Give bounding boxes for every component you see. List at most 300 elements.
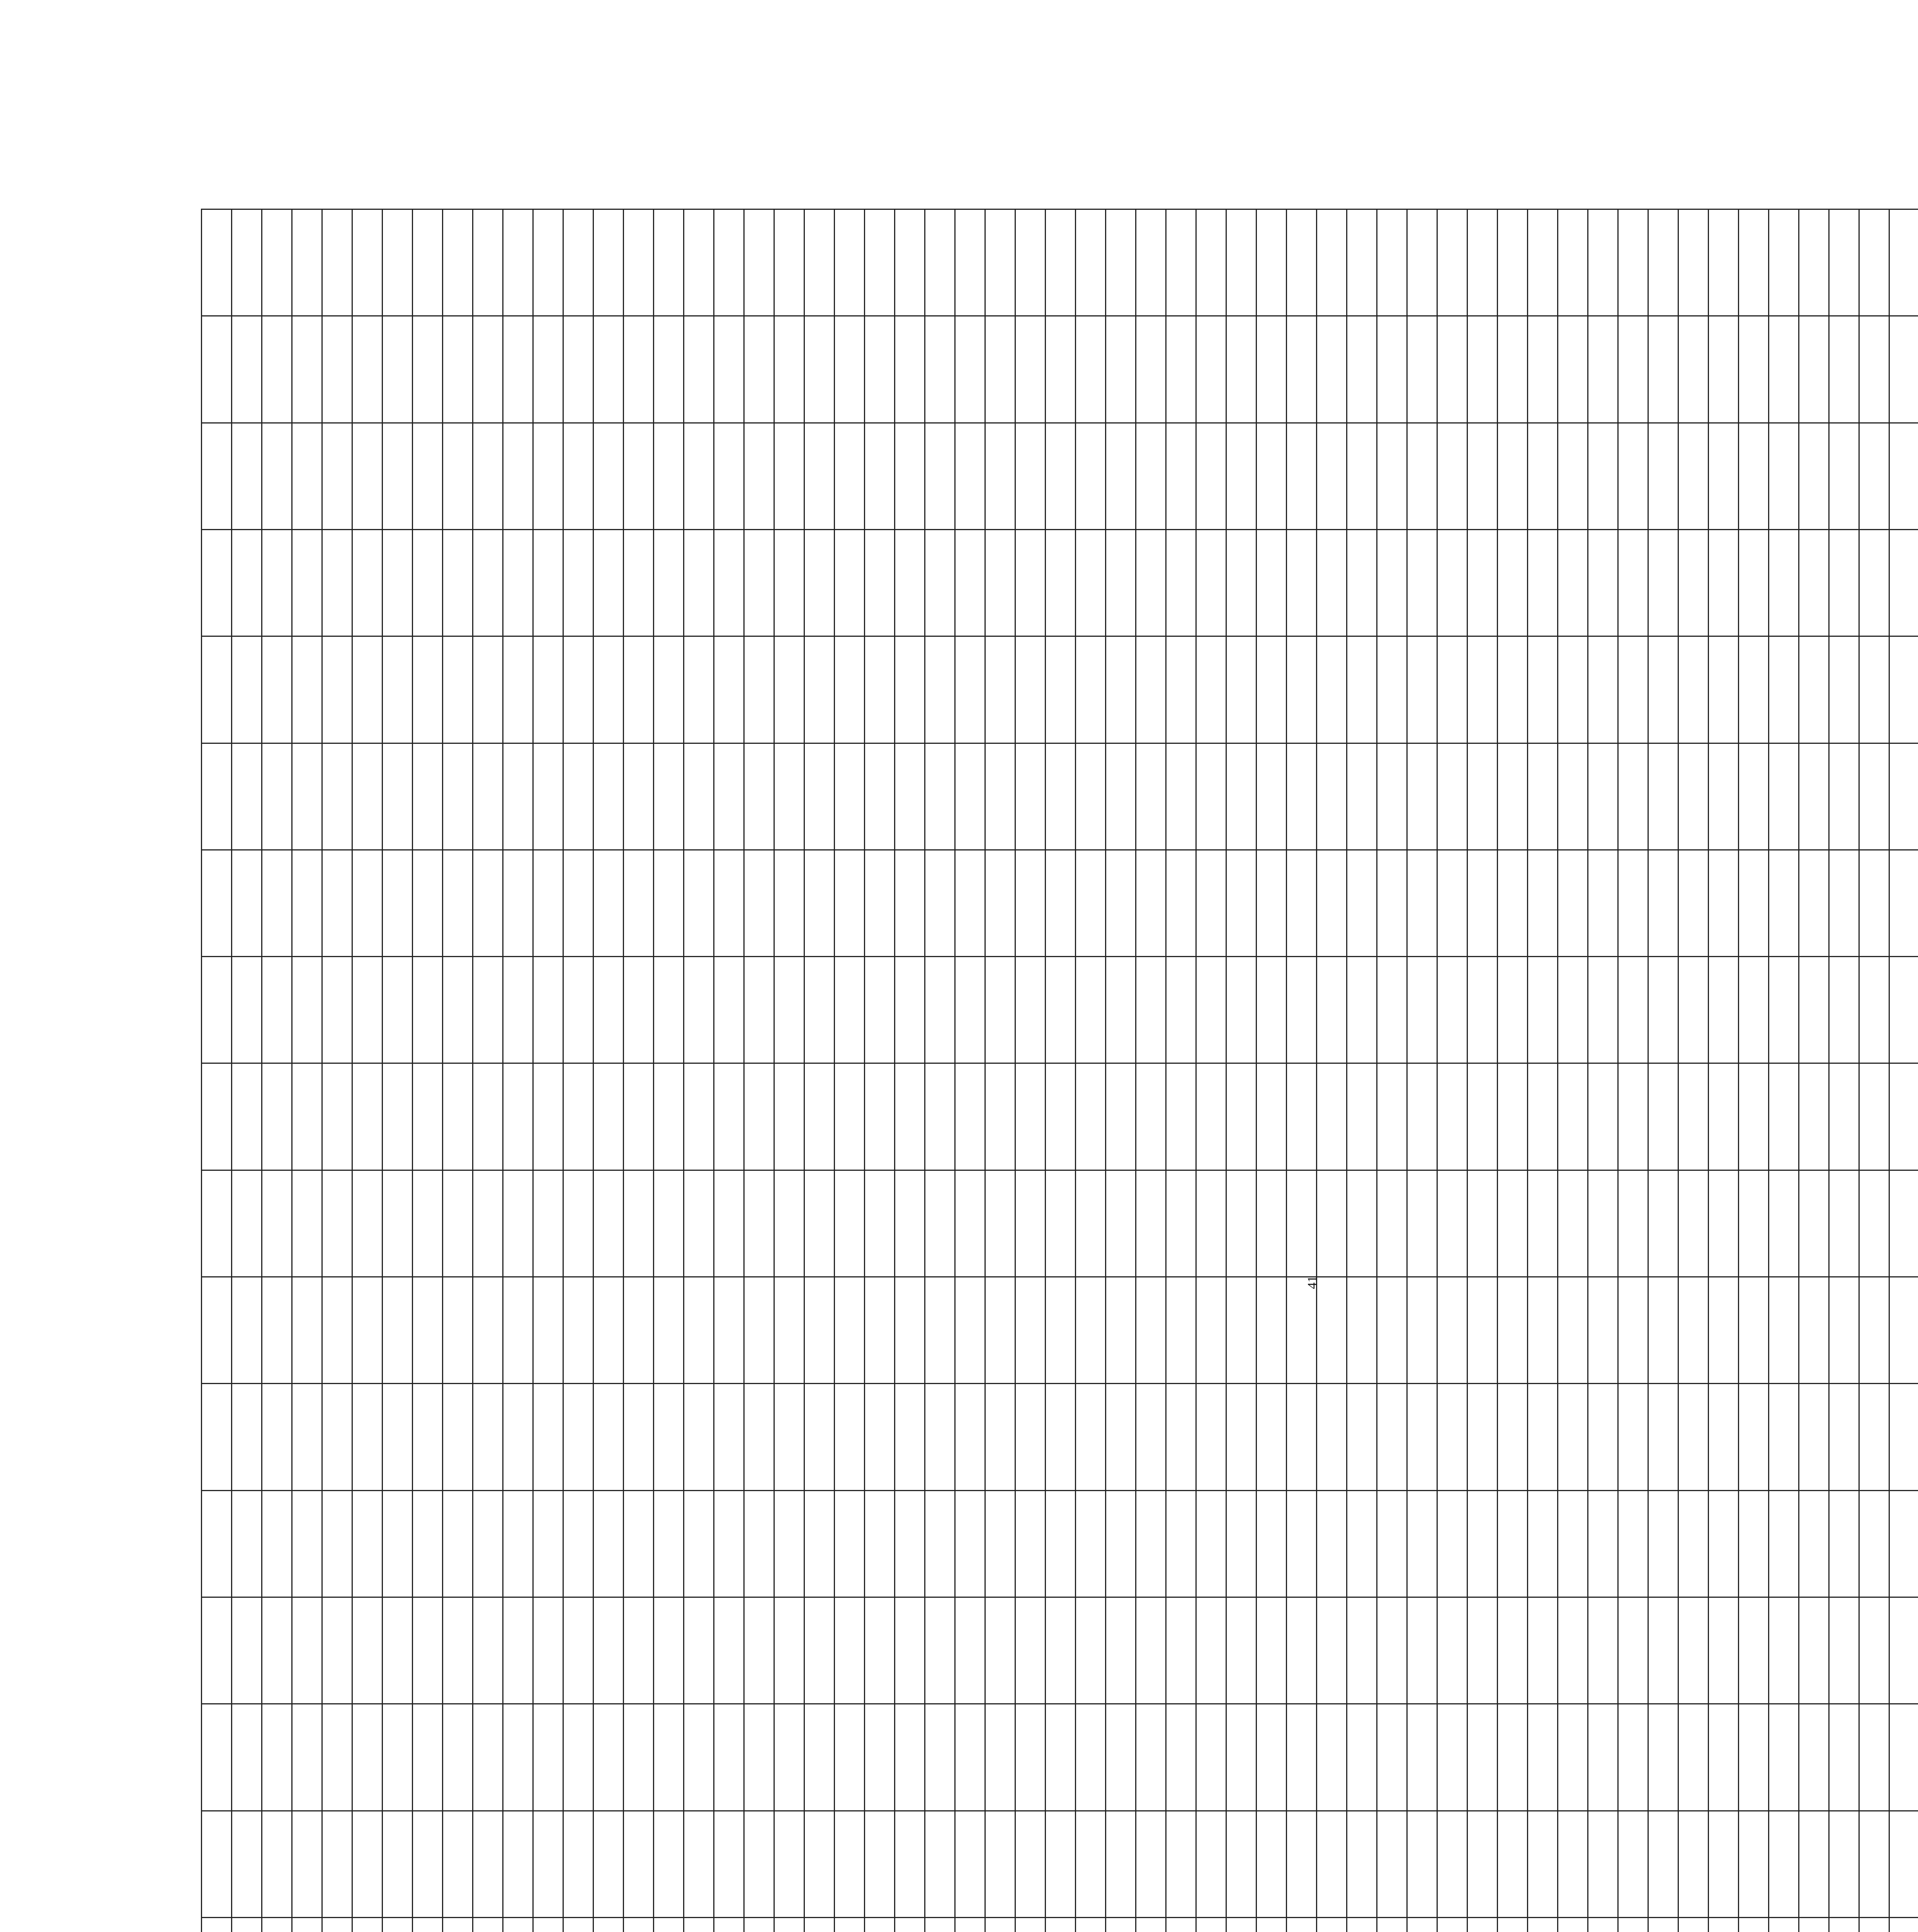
value-cell [804,1384,835,1490]
value-cell [1347,209,1377,316]
value-cell [1046,1170,1076,1277]
value-cell [865,529,895,636]
value-cell [835,529,865,636]
table-row [503,209,533,1932]
table-row [1678,209,1709,1932]
value-cell [1166,1384,1196,1490]
value-cell [1317,423,1347,529]
value-cell [774,1811,804,1917]
table-row [1136,209,1166,1932]
value-cell [1046,850,1076,956]
value-cell [413,423,443,529]
value-cell [1015,957,1046,1063]
value-cell [804,636,835,743]
table-row [1046,209,1076,1932]
value-cell [654,209,684,316]
value-cell [865,1490,895,1597]
value-cell [1347,1704,1377,1811]
value-cell [413,636,443,743]
value-cell [533,743,563,850]
value-cell [955,209,985,316]
address-cell [473,1918,503,1932]
value-cell [443,957,473,1063]
value-cell [1407,1490,1437,1597]
value-cell [292,743,322,850]
value-cell [383,1384,413,1490]
value-cell [684,636,714,743]
table-row [593,209,624,1932]
address-cell [503,1918,533,1932]
value-cell [1648,636,1678,743]
value-cell [1709,1170,1739,1277]
value-cell [1347,850,1377,956]
value-cell [1437,316,1467,423]
value-cell [925,636,955,743]
value-cell [503,636,533,743]
value-cell [1467,636,1498,743]
value-cell [1769,1811,1799,1917]
value-cell [1166,1704,1196,1811]
value-cell [1196,316,1226,423]
value-cell [1467,209,1498,316]
table-row [744,209,774,1932]
value-cell [352,1704,383,1811]
table-row [895,209,925,1932]
value-cell [1467,1277,1498,1384]
value-cell [865,636,895,743]
value-cell [1709,423,1739,529]
value-cell [533,1170,563,1277]
value-cell [292,1063,322,1170]
value-cell [985,743,1015,850]
value-cell [1317,636,1347,743]
value-cell [1588,1170,1618,1277]
value-cell [1829,957,1859,1063]
value-cell [1407,1811,1437,1917]
value-cell [1287,1811,1317,1917]
value-cell [292,1704,322,1811]
value-cell [1709,1063,1739,1170]
value-cell [1196,850,1226,956]
value-cell [1226,529,1257,636]
value-cell [1226,957,1257,1063]
value-cell [744,957,774,1063]
value-cell [1859,743,1889,850]
value-cell [1377,850,1407,956]
value-cell [1015,850,1046,956]
value-cell [1799,1704,1829,1811]
value-cell [1076,529,1106,636]
value-cell [1226,850,1257,956]
value-cell [804,1170,835,1277]
value-cell [292,636,322,743]
value-cell [1889,209,1918,316]
value-cell [1046,1811,1076,1917]
value-cell [624,957,654,1063]
value-cell [624,316,654,423]
value-cell [714,1170,744,1277]
address-cell [1799,1918,1829,1932]
value-cell [1257,1811,1287,1917]
value-cell [563,316,593,423]
value-cell [1859,423,1889,529]
value-cell [1889,316,1918,423]
value-cell [202,1277,232,1384]
value-cell [1257,316,1287,423]
value-cell [1015,316,1046,423]
value-cell [804,1277,835,1384]
value-cell [1437,1811,1467,1917]
value-cell [1739,636,1769,743]
value-cell [383,636,413,743]
value-cell [1467,316,1498,423]
value-cell [1678,1704,1709,1811]
value-cell [1648,423,1678,529]
value-cell [1257,423,1287,529]
value-cell [232,1597,262,1704]
value-cell [1889,1597,1918,1704]
address-cell [1558,1918,1588,1932]
table-row [835,209,865,1932]
value-cell [865,957,895,1063]
value-cell [352,743,383,850]
value-cell [1377,1811,1407,1917]
value-cell [202,1811,232,1917]
address-cell [1769,1918,1799,1932]
address-cell [1347,1918,1377,1932]
table-row [262,209,292,1932]
address-cell [925,1918,955,1932]
value-cell [503,1597,533,1704]
value-cell [352,316,383,423]
value-cell [1347,1277,1377,1384]
value-cell [865,743,895,850]
value-cell [714,1811,744,1917]
value-cell [1467,743,1498,850]
value-cell [1829,743,1859,850]
address-cell [1437,1918,1467,1932]
value-cell [262,743,292,850]
value-cell [292,1170,322,1277]
value-cell [1407,957,1437,1063]
value-cell [533,209,563,316]
value-cell [262,957,292,1063]
value-cell [593,423,624,529]
value-cell [1739,423,1769,529]
value-cell [413,1490,443,1597]
value-cell [1166,316,1196,423]
value-cell [1678,1811,1709,1917]
value-cell [1317,1811,1347,1917]
address-cell [1528,1918,1558,1932]
value-cell [1618,1704,1648,1811]
address-cell [1136,1918,1166,1932]
value-cell [1136,423,1166,529]
value-cell [895,316,925,423]
value-cell [835,1063,865,1170]
value-cell [1106,316,1136,423]
value-cell [835,850,865,956]
value-cell [1347,1384,1377,1490]
value-cell [413,957,443,1063]
value-cell [262,1704,292,1811]
value-cell [985,1384,1015,1490]
value-cell [1648,1063,1678,1170]
value-cell [955,1277,985,1384]
value-cell [503,1704,533,1811]
value-cell [352,1277,383,1384]
value-cell [1076,850,1106,956]
table-row [1739,209,1769,1932]
value-cell [473,636,503,743]
value-cell [1407,1384,1437,1490]
value-cell [865,1170,895,1277]
value-cell [443,1277,473,1384]
value-cell [1588,957,1618,1063]
address-cell [985,1918,1015,1932]
value-cell [262,1277,292,1384]
address-cell [1106,1918,1136,1932]
value-cell [1136,209,1166,316]
value-cell [1166,1490,1196,1597]
value-cell [1739,957,1769,1063]
value-cell [1769,316,1799,423]
value-cell [1588,316,1618,423]
address-cell [835,1918,865,1932]
value-cell [684,316,714,423]
value-cell [684,1811,714,1917]
value-cell [1588,850,1618,956]
value-cell [654,1490,684,1597]
value-cell [804,957,835,1063]
value-cell [473,1490,503,1597]
value-cell [654,423,684,529]
table-row [202,209,232,1932]
value-cell [1769,957,1799,1063]
value-cell [1588,1384,1618,1490]
value-cell [593,1277,624,1384]
value-cell [1739,1490,1769,1597]
address-cell [533,1918,563,1932]
value-cell [383,850,413,956]
value-cell [774,1063,804,1170]
value-cell [1799,1490,1829,1597]
value-cell [985,316,1015,423]
value-cell [1287,1170,1317,1277]
value-cell [744,316,774,423]
value-cell [202,423,232,529]
value-cell [1287,636,1317,743]
address-cell [955,1918,985,1932]
value-cell [322,1384,352,1490]
value-cell [955,316,985,423]
value-cell [804,743,835,850]
table-row [1709,209,1739,1932]
value-cell [413,529,443,636]
value-cell [1226,636,1257,743]
value-cell [1528,1704,1558,1811]
address-cell [1889,1918,1918,1932]
value-cell [1498,636,1528,743]
address-cell [895,1918,925,1932]
value-cell [1678,209,1709,316]
value-cell [262,1811,292,1917]
table-row [1799,209,1829,1932]
value-cell [593,636,624,743]
value-cell [1859,209,1889,316]
value-cell [955,1811,985,1917]
value-cell [865,1704,895,1811]
value-cell [473,209,503,316]
value-cell [1709,1811,1739,1917]
address-cell [292,1918,322,1932]
value-cell [1437,209,1467,316]
value-cell [262,1597,292,1704]
value-cell [1467,850,1498,956]
value-cell [1467,957,1498,1063]
value-cell [1196,1811,1226,1917]
value-cell [1377,1384,1407,1490]
value-cell [1076,636,1106,743]
value-cell [202,957,232,1063]
value-cell [1046,1704,1076,1811]
value-cell [1739,1384,1769,1490]
address-cell [1829,1918,1859,1932]
address-cell [1287,1918,1317,1932]
value-cell [1347,1170,1377,1277]
value-cell [1588,636,1618,743]
table-row [1498,209,1528,1932]
value-cell [1769,423,1799,529]
value-cell [1859,1170,1889,1277]
value-cell [563,1490,593,1597]
value-cell [202,1170,232,1277]
value-cell [1377,209,1407,316]
value-cell [1106,1384,1136,1490]
value-cell [624,1277,654,1384]
value-cell [1196,1597,1226,1704]
value-cell [262,1170,292,1277]
value-cell [1648,1170,1678,1277]
value-cell [985,1597,1015,1704]
value-cell [232,1490,262,1597]
address-cell [1196,1918,1226,1932]
value-cell [383,423,413,529]
value-cell [1558,529,1588,636]
value-cell [533,636,563,743]
value-cell [835,209,865,316]
value-cell [1618,850,1648,956]
value-cell [654,1170,684,1277]
value-cell [1347,423,1377,529]
value-cell [473,957,503,1063]
value-cell [1226,316,1257,423]
value-cell [1467,1811,1498,1917]
value-cell [1558,316,1588,423]
value-cell [714,636,744,743]
value-cell [1166,209,1196,316]
value-cell [835,423,865,529]
value-cell [352,1384,383,1490]
value-cell [292,529,322,636]
value-cell [593,1811,624,1917]
value-cell [714,529,744,636]
table-total-row [684,209,714,1932]
value-cell [1377,1170,1407,1277]
value-cell [684,1170,714,1277]
value-cell [383,1597,413,1704]
value-cell [1437,1277,1467,1384]
value-cell [563,743,593,850]
value-cell [1799,529,1829,636]
value-cell [1015,1704,1046,1811]
value-cell [774,1704,804,1811]
address-cell [774,1918,804,1932]
value-cell [654,1597,684,1704]
address-cell [804,1918,835,1932]
value-cell [563,1597,593,1704]
value-cell [1498,957,1528,1063]
table-row [654,209,684,1932]
value-cell [804,1811,835,1917]
value-cell [925,743,955,850]
value-cell [1287,529,1317,636]
value-cell [624,209,654,316]
value-cell [1377,957,1407,1063]
value-cell [413,850,443,956]
value-cell [1678,850,1709,956]
value-cell [1558,743,1588,850]
address-cell [1859,1918,1889,1932]
value-cell [1317,1704,1347,1811]
value-cell [1407,209,1437,316]
value-cell [714,1704,744,1811]
value-cell [1648,1704,1678,1811]
value-cell [1829,1384,1859,1490]
value-cell [1709,1704,1739,1811]
value-cell [262,1490,292,1597]
value-cell [1166,1811,1196,1917]
value-cell [292,316,322,423]
value-cell [1347,1597,1377,1704]
value-cell [1618,1277,1648,1384]
value-cell [1558,1811,1588,1917]
value-cell [1889,1384,1918,1490]
value-cell [1377,1597,1407,1704]
value-cell [925,1170,955,1277]
address-cell [262,1918,292,1932]
value-cell [744,636,774,743]
value-cell [322,1811,352,1917]
value-cell [262,423,292,529]
value-cell [292,1384,322,1490]
value-cell [473,529,503,636]
value-cell [1136,636,1166,743]
value-cell [1226,1170,1257,1277]
value-cell [624,1170,654,1277]
value-cell [1709,743,1739,850]
value-cell [1467,1490,1498,1597]
value-cell [1799,1063,1829,1170]
value-cell [232,1811,262,1917]
value-cell [443,636,473,743]
value-cell [1829,1490,1859,1597]
address-cell [714,1918,744,1932]
value-cell [1136,957,1166,1063]
value-cell [1678,529,1709,636]
value-cell [1136,1597,1166,1704]
value-cell [1889,529,1918,636]
